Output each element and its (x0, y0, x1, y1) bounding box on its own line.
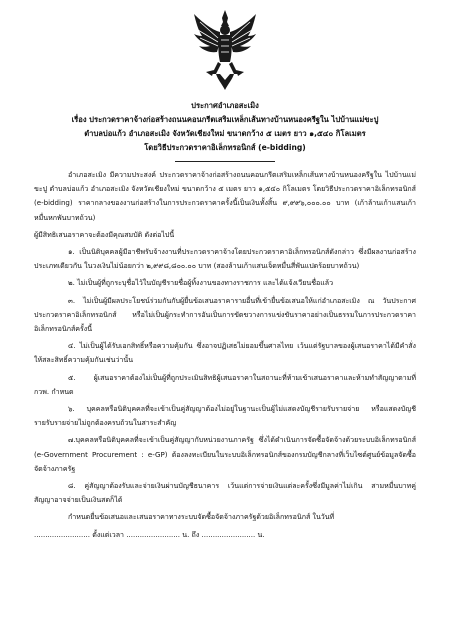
qualification-item-4: ๔. ไม่เป็นผู้ได้รับเอกสิทธิ์หรือความคุ้มกัน ซึ่งอาจปฏิเสธไม่ยอมขึ้นศาลไทย เว้นแต่รัฐบาลของผู้เสนอราคาได้มีคำสั่งให้สละสิทธิ์ความคุ้มกันเช่นว่านั้น (34, 341, 416, 365)
subject-line-1: เรื่อง ประกวดราคาจ้างก่อสร้างถนนคอนกรีตเสริมเหล็กเส้นทางบ้านหนองครีฐใน ไปบ้านแม่ขะปู (71, 115, 379, 124)
subject-line-2: ตำบลบ่อแก้ว อำเภอสะเมิง จังหวัดเชียงใหม่ ขนาดกว้าง ๕ เมตร ยาว ๑,๕๔๐ กิโลเมตร (84, 129, 366, 138)
qualification-item-1: ๑. เป็นนิติบุคคลผู้มีอาชีพรับจ้างงานที่ประกวดราคาจ้างโดยประกวดราคาอิเล็กทรอนิกส์ดังกล่าว ซึ่งมีผลงานก่อสร้างประเภทเดียวกัน ในวงเงินไม่น้อยกว่า ๒,๙๙๘,๘๐๐.๐๐ บาท (สองล้านเก้าแสนเจ็ดหมื่นสี่พันแปดร้อยบาทถ้วน) (34, 247, 416, 271)
garuda-emblem-icon (192, 8, 258, 92)
qualification-item-7: ๗.บุคคลหรือนิติบุคคลที่จะเข้าเป็นคู่สัญญากับหน่วยงานภาครัฐ ซึ่งได้ดำเนินการจัดซื้อจัดจ้างด้วยระบบอิเล็กทรอนิกส์ (e-Government Procurement : e-GP) ต้องลงทะเบียนในระบบอิเล็กทรอนิกส์ของกรมบัญชีกลางที่เว็บไซต์ศูนย์ข้อมูลจัดซื้อจัดจ้างภาครัฐ (34, 435, 416, 473)
closing-paragraph: กำหนดยื่นข้อเสนอและเสนอราคาทางระบบจัดซื้อจัดจ้างภาครัฐด้วยอิเล็กทรอนิกส์ ในวันที่ (68, 512, 335, 522)
qualification-item-2: ๒. ไม่เป็นผู้ที่ถูกระบุชื่อไว้ในบัญชีรายชื่อผู้ทิ้งงานของทางราชการ และได้แจ้งเวียนชื่อแล้ว (68, 278, 334, 288)
qualification-item-8: ๘. คู่สัญญาต้องรับและจ่ายเงินผ่านบัญชีธนาคาร เว้นแต่การจ่ายเงินแต่ละครั้งซึ่งมีมูลค่าไม่เกิน สามหมื่นบาทคู่สัญญาอาจจ่ายเป็นเงินสดก็ได้ (34, 481, 416, 505)
qualification-item-5: ๕. ผู้เสนอราคาต้องไม่เป็นผู้ที่ถูกประเมินสิทธิผู้เสนอราคาในสถานะที่ห้ามเข้าเสนอราคาและห้ามทำสัญญาตามที่ กวพ. กำหนด (34, 372, 416, 396)
intro-paragraph: อำเภอสะเมิง มีความประสงค์ ประกวดราคาจ้างก่อสร้างถนนคอนกรีตเสริมเหล็กเส้นทางบ้านหนองครีฐใน ไปบ้านแม่ขะปู ตำบลบ่อแก้ว อำเภอสะเมิง จังหวัดเชียงใหม่ ขนาดกว้าง ๕ เมตร ยาว ๑,๕๔๐ กิโลเมตร โดยวิธีประกวดราคาอิเล็กทรอนิกส์ (e-bidding) ราคากลางของงานก่อสร้างในการประกวดราคาครั้งนี้เป็นเงินทั้งสิ้น ๙,๙๙๖,๐๐๐.๐๐ บาท (เก้าล้านเก้าแสนเก้าหมื่นหกพันบาทถ้วน) (34, 170, 416, 222)
qualification-heading: ผู้มีสิทธิเสนอราคาจะต้องมีคุณสมบัติ ดังต่อไปนี้ (34, 229, 175, 239)
header-divider (175, 161, 275, 162)
qualification-item-3: ๓. ไม่เป็นผู้มีผลประโยชน์ร่วมกันกับผู้ยื่นข้อเสนอราคารายอื่นที่เข้ายื่นข้อเสนอให้แก่อำเภอสะเมิง ณ วันประกาศประกวดราคาอิเล็กทรอนิกส์ หรือไม่เป็นผู้กระทำการอันเป็นการขัดขวางการแข่งขันราคาอย่างเป็นธรรมในการประกวดราคาอิเล็กทรอนิกส์ครั้งนี้ (34, 295, 416, 334)
subject-line-3: โดยวิธีประกวดราคาอิเล็กทรอนิกส์ (e-bidding) (144, 143, 306, 152)
agency-name: ประกาศอำเภอสะเมิง (191, 101, 259, 110)
closing-date-line: ......................... ตั้งแต่เวลา ........................ น. ถึง ........................ น. (34, 529, 265, 539)
qualification-item-6: ๖. บุคคลหรือนิติบุคคลที่จะเข้าเป็นคู่สัญญาต้องไม่อยู่ในฐานะเป็นผู้ไม่แสดงบัญชีรายรับรายจ่าย หรือแสดงบัญชีรายรับรายจ่ายไม่ถูกต้องครบถ้วนในสาระสำคัญ (34, 404, 416, 428)
announcement-body (34, 168, 416, 545)
